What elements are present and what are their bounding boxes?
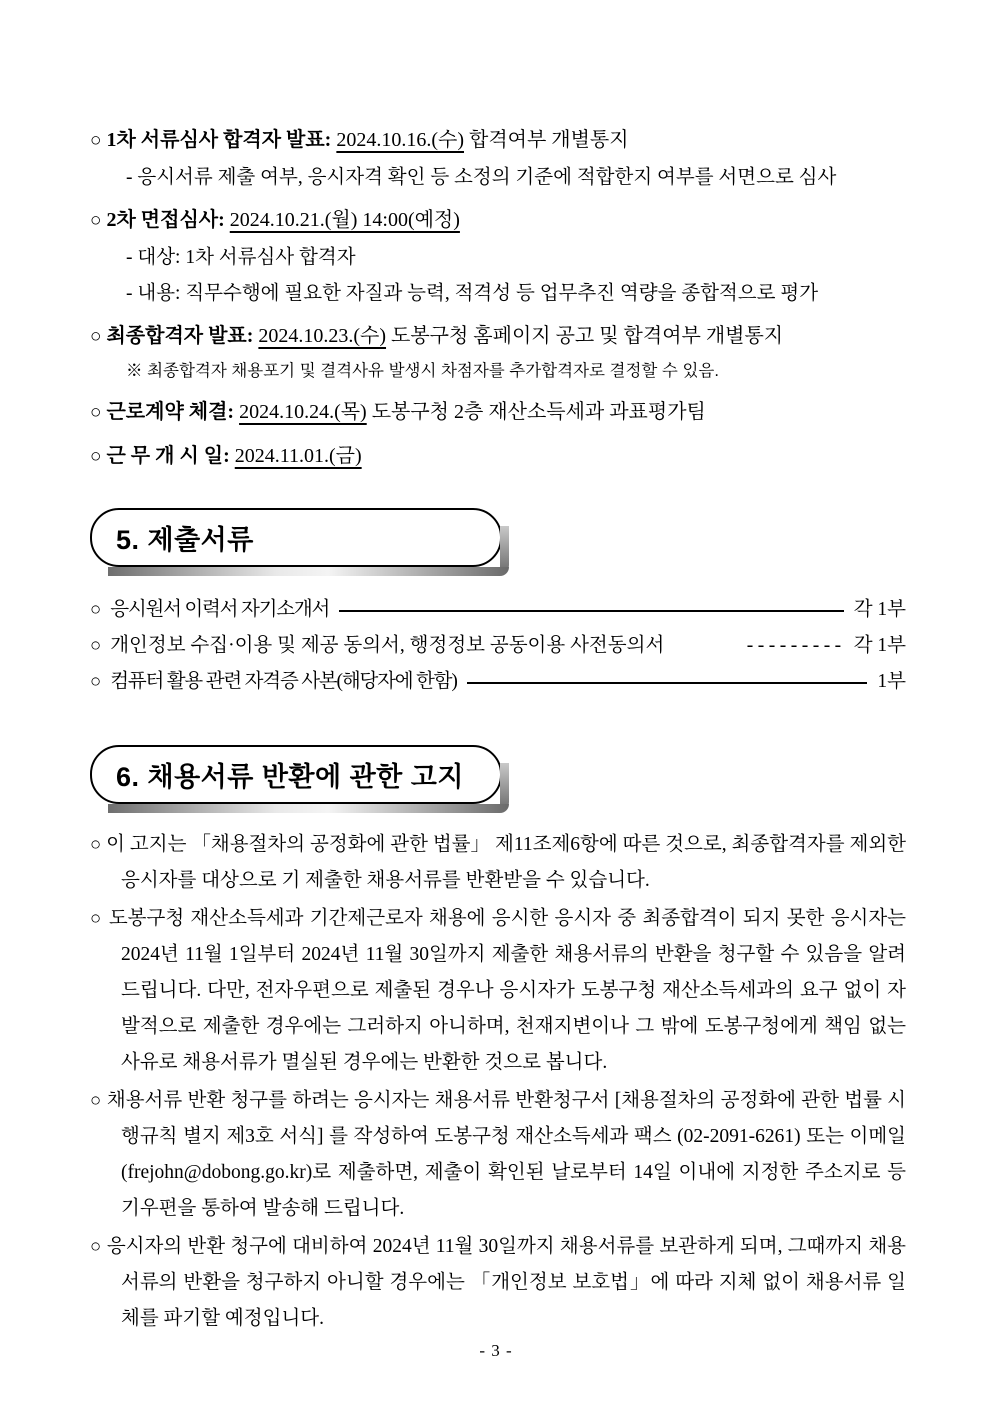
notice-paragraphs: [90, 826, 906, 1337]
circle-bullet-icon: ○: [90, 1089, 102, 1110]
page-number: - 3 -: [479, 1341, 513, 1360]
notice-paragraph-4-text: 응시자의 반환 청구에 대비하여 2024년 11월 30일까지 채용서류를 보관하게 되며, 그때까지 채용서류의 반환을 청구하지 아니할 경우에는 「개인정보 보호법」에 따라 지체 없이 채용서류 일체를 파기할 예정입니다.: [106, 1236, 906, 1329]
document-row-3: [90, 663, 906, 699]
schedule-item-5-date: 2024.11.01.(금): [234, 445, 362, 467]
schedule-item-3: [90, 321, 906, 352]
schedule-item-3-tail: 도봉구청 홈페이지 공고 및 합격여부 개별통지: [391, 325, 784, 347]
document-row-1-copies: 각 1부: [853, 599, 906, 620]
schedule-item-1: [90, 125, 906, 156]
document-row-3-text: 컴퓨터 활용 관련 자격증 사본(해당자에 한함): [110, 671, 457, 692]
section5-header-box: [90, 508, 502, 567]
schedule-item-1-sub: - 응시서류 제출 여부, 응시자격 확인 등 소정의 기준에 적합한지 여부를 서면으로 심사: [126, 167, 837, 188]
document-row-3-copies: 1부: [877, 671, 906, 692]
schedule-item-1-tail: 합격여부 개별통지: [469, 129, 629, 151]
schedule-item-5: [90, 441, 906, 472]
schedule-item-4: [90, 397, 906, 428]
document-row-1-text: 응시원서 이력서 자기소개서: [110, 599, 330, 620]
schedule-item-2-sub2: - 내용: 직무수행에 필요한 자질과 능력, 적격성 등 업무추진 역량을 종합적으로 평가: [126, 283, 819, 304]
schedule-item-3-note: ※ 최종합격자 채용포기 및 결격사유 발생시 차점자를 추가합격자로 결정할 수 있음.: [126, 362, 719, 380]
schedule-item-5-label: 근 무 개 시 일:: [106, 445, 230, 467]
notice-paragraph-3-text: 채용서류 반환 청구를 하려는 응시자는 채용서류 반환청구서 [채용절차의 공정화에 관한 법률 시행규칙 별지 제3호 서식] 를 작성하여 도봉구청 재산소득세과 팩스 (02-2091-6261) 또는 이메일(frejohn@dobong.go.kr)로 제출하면, 제출이 확인된 날로부터 14일 이내에 지정한 주소지로 등기우편을 통하여 발송해 드립니다.: [106, 1090, 907, 1219]
schedule-item-1-label: 1차 서류심사 합격자 발표:: [106, 129, 332, 151]
leader-line: [467, 682, 868, 684]
document-row-2: [90, 627, 906, 663]
notice-paragraph-1: [90, 826, 906, 899]
circle-bullet-icon: ○: [90, 326, 102, 347]
document-row-2-copies: 각 1부: [853, 635, 906, 656]
circle-bullet-icon: ○: [90, 634, 102, 655]
schedule-item-2-date: 2024.10.21.(월) 14:00(예정): [229, 209, 460, 231]
schedule-item-4-label: 근로계약 체결:: [106, 401, 235, 423]
notice-paragraph-2: [90, 900, 906, 1081]
notice-paragraph-2-text: 도봉구청 재산소득세과 기간제근로자 채용에 응시한 응시자 중 최종합격이 되지 못한 응시자는 2024년 11월 1일부터 2024년 11월 30일까지 제출한 채용서류의 반환을 청구할 수 있음을 알려드립니다. 다만, 전자우편으로 제출된 경우나 응시자가 도봉구청 재산소득세과의 요구 없이 자발적으로 제출한 경우에는 그러하지 아니하며, 천재지변이나 그 밖에 도봉구청에게 책임 없는 사유로 채용서류가 멸실된 경우에는 반환한 것으로 봅니다.: [108, 908, 906, 1073]
document-row-2-text: 개인정보 수집·이용 및 제공 동의서, 행정정보 공동이용 사전동의서: [110, 635, 665, 656]
document-row-1: [90, 591, 906, 627]
notice-paragraph-4: [90, 1228, 906, 1337]
schedule-item-3-label: 최종합격자 발표:: [106, 325, 254, 347]
schedule-item-2: [90, 205, 906, 236]
circle-bullet-icon: ○: [90, 598, 102, 619]
circle-bullet-icon: ○: [90, 1235, 102, 1256]
leader-dashes: ---------: [746, 635, 846, 656]
circle-bullet-icon: ○: [90, 446, 102, 467]
leader-line: [339, 610, 844, 612]
section6-header-box: [90, 745, 502, 804]
circle-bullet-icon: ○: [90, 402, 102, 423]
schedule-item-2-label: 2차 면접심사:: [106, 209, 225, 231]
notice-paragraph-3: [90, 1082, 906, 1227]
schedule-item-3-date: 2024.10.23.(수): [258, 325, 387, 347]
circle-bullet-icon: ○: [90, 833, 102, 854]
circle-bullet-icon: ○: [90, 210, 102, 231]
circle-bullet-icon: ○: [90, 130, 102, 151]
document-list: [90, 591, 906, 699]
section6-title: 6. 채용서류 반환에 관한 고지: [116, 762, 464, 792]
schedule-item-4-tail: 도봉구청 2층 재산소득세과 과표평가팀: [371, 401, 706, 423]
notice-paragraph-1-text: 이 고지는 「채용절차의 공정화에 관한 법률」 제11조제6항에 따른 것으로, 최종합격자를 제외한 응시자를 대상으로 기 제출한 채용서류를 반환받을 수 있습니다.: [106, 834, 906, 891]
circle-bullet-icon: ○: [90, 907, 103, 928]
section5-title: 5. 제출서류: [116, 525, 254, 555]
circle-bullet-icon: ○: [90, 670, 102, 691]
schedule-item-1-date: 2024.10.16.(수): [336, 129, 464, 151]
schedule-list: [90, 125, 906, 472]
schedule-item-4-date: 2024.10.24.(목): [239, 401, 367, 423]
schedule-item-2-sub1: - 대상: 1차 서류심사 합격자: [126, 247, 356, 268]
